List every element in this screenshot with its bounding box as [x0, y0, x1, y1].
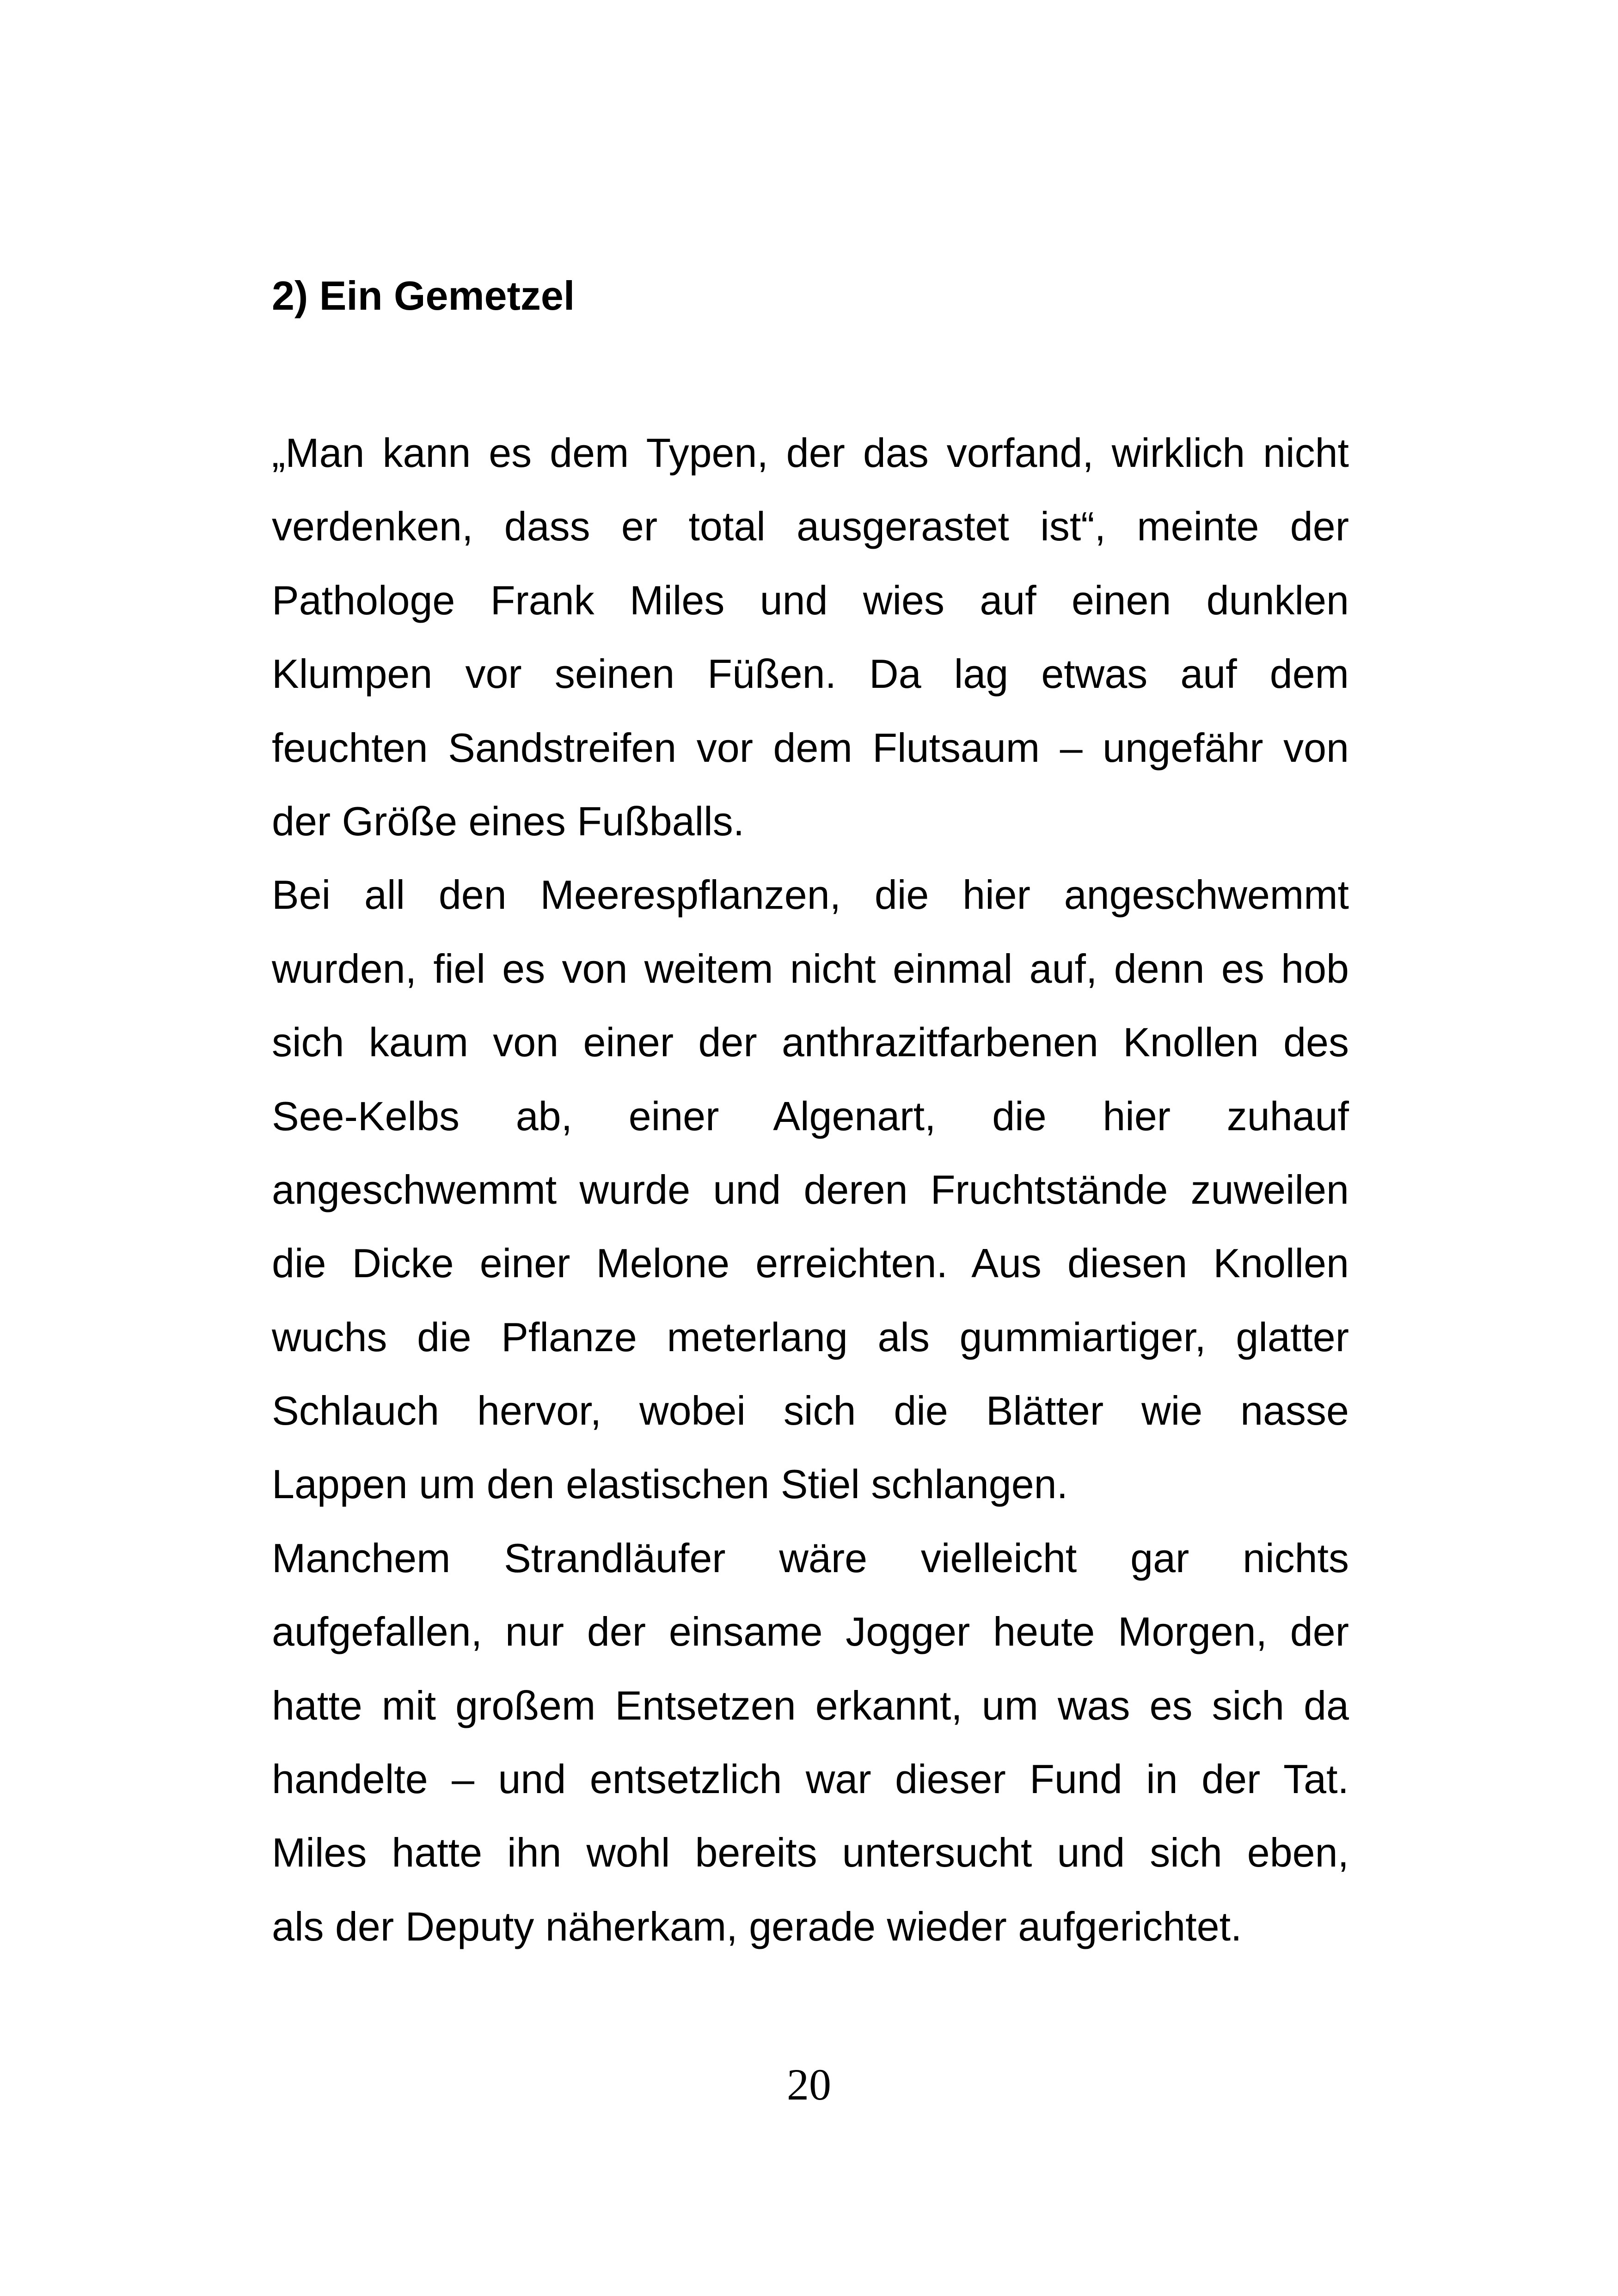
- text-line: Schlauch hervor, wobei sich die Blätter wie nasse: [272, 1388, 1349, 1434]
- text-line: Manchem Strandläufer wäre vielleicht gar nichts: [272, 1535, 1349, 1581]
- text-line: als der Deputy näherkam, gerade wieder aufgerichtet.: [272, 1903, 1242, 1949]
- text-line: feuchten Sandstreifen vor dem Flutsaum – ungefähr von: [272, 724, 1349, 771]
- text-line: verdenken, dass er total ausgerastet ist“, meinte der: [272, 503, 1349, 550]
- text-line: handelte – und entsetzlich war dieser Fund in der Tat.: [272, 1756, 1349, 1802]
- page-number: 20: [787, 2060, 831, 2109]
- text-line: sich kaum von einer der anthrazitfarbenen Knollen des: [272, 1019, 1349, 1065]
- text-line: „Man kann es dem Typen, der das vorfand, wirklich nicht: [272, 430, 1349, 476]
- text-line: wuchs die Pflanze meterlang als gummiartiger, glatter: [272, 1314, 1349, 1360]
- text-line: See-Kelbs ab, einer Algenart, die hier zuhauf: [272, 1093, 1349, 1139]
- text-line: die Dicke einer Melone erreichten. Aus diesen Knollen: [272, 1240, 1349, 1286]
- text-line: der Größe eines Fußballs.: [272, 798, 745, 844]
- text-line: Bei all den Meerespflanzen, die hier angeschwemmt: [272, 872, 1349, 918]
- body-text: [272, 416, 1349, 1963]
- text-line: Pathologe Frank Miles und wies auf einen dunklen: [272, 577, 1349, 623]
- text-line: aufgefallen, nur der einsame Jogger heute Morgen, der: [272, 1609, 1349, 1655]
- text-line: Lappen um den elastischen Stiel schlangen.: [272, 1461, 1068, 1507]
- text-line: angeschwemmt wurde und deren Fruchtstände zuweilen: [272, 1166, 1349, 1212]
- text-line: Miles hatte ihn wohl bereits untersucht und sich eben,: [272, 1830, 1349, 1876]
- text-line: wurden, fiel es von weitem nicht einmal auf, denn es hob: [272, 945, 1349, 992]
- chapter-title: 2) Ein Gemetzel: [272, 273, 575, 318]
- text-line: Klumpen vor seinen Füßen. Da lag etwas auf dem: [272, 651, 1349, 697]
- text-line: hatte mit großem Entsetzen erkannt, um was es sich da: [272, 1682, 1349, 1728]
